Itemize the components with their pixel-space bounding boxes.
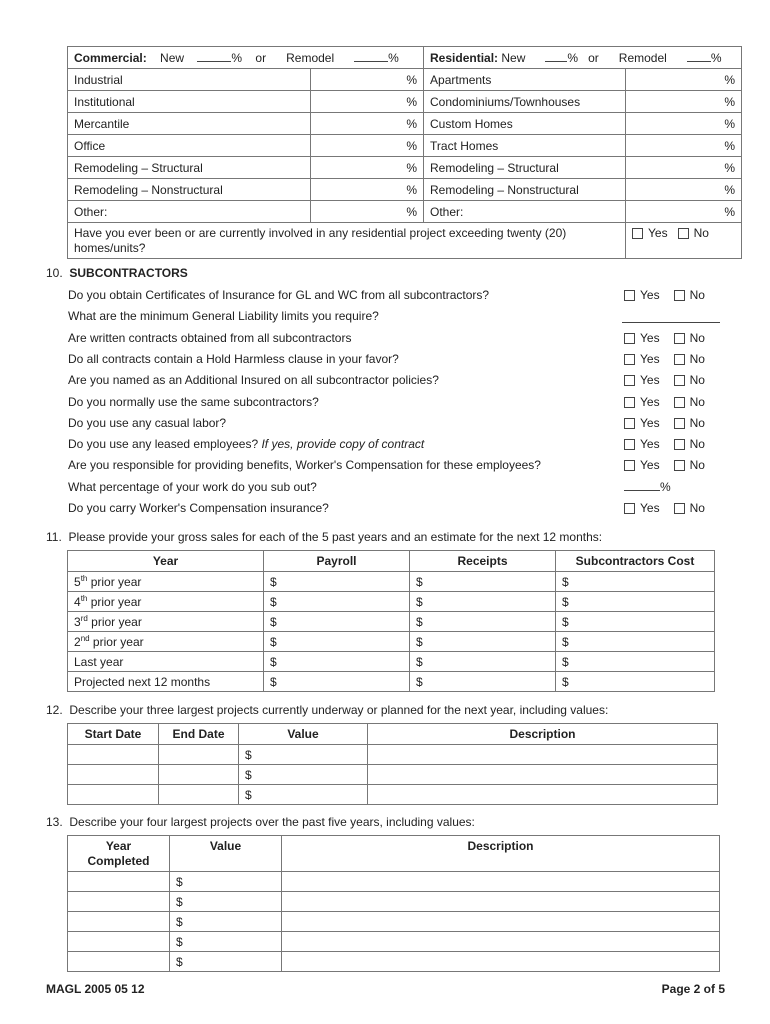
form-id: MAGL 2005 05 12 [46, 982, 145, 996]
yes-checkbox[interactable] [632, 228, 643, 239]
question-written-contracts: Are written contracts obtained from all subcontractors [68, 331, 352, 345]
question-leased-employees: Do you use any leased employees? If yes, provide copy of contract [68, 437, 425, 451]
leased-employees-yes-no: Yes No [624, 437, 705, 451]
col-header-subcontractors-cost: Subcontractors Cost [556, 551, 715, 572]
year-completed-field[interactable] [68, 892, 170, 912]
year-label: 5th prior year [68, 572, 264, 592]
no-checkbox[interactable] [674, 439, 685, 450]
description-field[interactable] [282, 952, 720, 972]
question-additional-insured: Are you named as an Additional Insured on all subcontractor policies? [68, 373, 439, 387]
col-header-start-date: Start Date [68, 724, 159, 745]
question-hold-harmless: Do all contracts contain a Hold Harmless clause in your favor? [68, 352, 399, 366]
residential-pct-field[interactable]: % [626, 157, 742, 179]
col-header-payroll: Payroll [264, 551, 410, 572]
question-certificates: Do you obtain Certificates of Insurance for GL and WC from all subcontractors? [68, 288, 490, 302]
payroll-field[interactable]: $ [264, 572, 410, 592]
gl-limits-field[interactable] [622, 322, 720, 323]
section-11-heading: 11. Please provide your gross sales for each of the 5 past years and an estimate for the next 12 months: [46, 530, 603, 544]
payroll-field[interactable]: $ [264, 632, 410, 652]
subcontractors-cost-field[interactable]: $ [556, 572, 715, 592]
residential-pct-field[interactable]: % [626, 91, 742, 113]
year-label: Last year [68, 652, 264, 672]
subcontractors-cost-field[interactable]: $ [556, 612, 715, 632]
sub-out-percentage-field[interactable]: % [624, 480, 671, 494]
payroll-field[interactable]: $ [264, 612, 410, 632]
residential-twenty-units-question: Have you ever been or are currently involved in any residential project exceeding twenty (20) homes/units? [68, 223, 626, 259]
commercial-row-label: Remodeling – Structural [68, 157, 311, 179]
payroll-field[interactable]: $ [264, 592, 410, 612]
no-checkbox[interactable] [674, 375, 685, 386]
receipts-field[interactable]: $ [410, 612, 556, 632]
commercial-pct-field[interactable]: % [311, 201, 424, 223]
question-workers-comp: Do you carry Worker's Compensation insurance? [68, 501, 329, 515]
end-date-field[interactable] [159, 785, 239, 805]
question-same-subcontractors: Do you normally use the same subcontractors? [68, 395, 319, 409]
residential-pct-field[interactable]: % [626, 179, 742, 201]
section-13-heading: 13. Describe your four largest projects over the past five years, including values: [46, 815, 475, 829]
no-checkbox[interactable] [674, 290, 685, 301]
section-12-heading: 12. Describe your three largest projects currently underway or planned for the next year, including values: [46, 703, 609, 717]
no-checkbox[interactable] [674, 333, 685, 344]
no-checkbox[interactable] [674, 418, 685, 429]
residential-row-label: Custom Homes [424, 113, 626, 135]
commercial-row-label: Mercantile [68, 113, 311, 135]
value-field[interactable]: $ [239, 785, 368, 805]
yes-checkbox[interactable] [624, 439, 635, 450]
description-field[interactable] [282, 932, 720, 952]
col-header-receipts: Receipts [410, 551, 556, 572]
description-field[interactable] [368, 785, 718, 805]
year-label: 2nd prior year [68, 632, 264, 652]
description-field[interactable] [368, 765, 718, 785]
value-field[interactable]: $ [170, 952, 282, 972]
residential-row-label: Tract Homes [424, 135, 626, 157]
residential-row-label: Other: [424, 201, 626, 223]
question-casual-labor: Do you use any casual labor? [68, 416, 227, 430]
certificates-yes-no: Yes No [624, 288, 705, 302]
commercial-row-label: Office [68, 135, 311, 157]
subcontractors-cost-field[interactable]: $ [556, 592, 715, 612]
hold-harmless-yes-no: Yes No [624, 352, 705, 366]
past-projects-table [67, 835, 720, 972]
commercial-pct-field[interactable]: % [311, 179, 424, 201]
value-field[interactable]: $ [239, 745, 368, 765]
current-projects-table [67, 723, 718, 805]
no-checkbox[interactable] [674, 397, 685, 408]
additional-insured-yes-no: Yes No [624, 373, 705, 387]
yes-checkbox[interactable] [624, 333, 635, 344]
no-checkbox[interactable] [678, 228, 689, 239]
workers-comp-yes-no: Yes No [624, 501, 705, 515]
question-benefits: Are you responsible for providing benefits, Worker's Compensation for these employees? [68, 458, 541, 472]
residential-row-label: Apartments [424, 69, 626, 91]
benefits-yes-no: Yes No [624, 458, 705, 472]
receipts-field[interactable]: $ [410, 572, 556, 592]
description-field[interactable] [368, 745, 718, 765]
commercial-pct-field[interactable]: % [311, 135, 424, 157]
value-field[interactable]: $ [170, 872, 282, 892]
start-date-field[interactable] [68, 785, 159, 805]
end-date-field[interactable] [159, 745, 239, 765]
residential-row-label: Remodeling – Nonstructural [424, 179, 626, 201]
value-field[interactable]: $ [170, 932, 282, 952]
yes-checkbox[interactable] [624, 397, 635, 408]
commercial-pct-field[interactable]: % [311, 91, 424, 113]
start-date-field[interactable] [68, 745, 159, 765]
col-header-year: Year [68, 551, 264, 572]
year-completed-field[interactable] [68, 932, 170, 952]
subcontractors-cost-field[interactable]: $ [556, 672, 715, 692]
year-label: 3rd prior year [68, 612, 264, 632]
residential-pct-field[interactable]: % [626, 113, 742, 135]
yes-checkbox[interactable] [624, 503, 635, 514]
description-field[interactable] [282, 872, 720, 892]
yes-checkbox[interactable] [624, 375, 635, 386]
yes-checkbox[interactable] [624, 418, 635, 429]
receipts-field[interactable]: $ [410, 652, 556, 672]
construction-type-table [67, 46, 742, 259]
no-checkbox[interactable] [674, 354, 685, 365]
question-sub-out-percentage: What percentage of your work do you sub out? [68, 480, 317, 494]
commercial-row-label: Other: [68, 201, 311, 223]
yes-checkbox[interactable] [624, 460, 635, 471]
commercial-row-label: Remodeling – Nonstructural [68, 179, 311, 201]
subcontractors-cost-field[interactable]: $ [556, 652, 715, 672]
residential-twenty-units-answer: Yes No [626, 223, 742, 259]
commercial-pct-field[interactable]: % [311, 113, 424, 135]
year-label: Projected next 12 months [68, 672, 264, 692]
yes-checkbox[interactable] [624, 354, 635, 365]
value-field[interactable]: $ [239, 765, 368, 785]
year-completed-field[interactable] [68, 952, 170, 972]
year-label: 4th prior year [68, 592, 264, 612]
section-10-heading: 10. SUBCONTRACTORS [46, 266, 188, 280]
col-header-end-date: End Date [159, 724, 239, 745]
no-checkbox[interactable] [674, 460, 685, 471]
col-header-description: Description [282, 836, 720, 872]
page-number: Page 2 of 5 [661, 982, 725, 996]
payroll-field[interactable]: $ [264, 652, 410, 672]
residential-pct-field[interactable]: % [626, 135, 742, 157]
commercial-row-label: Industrial [68, 69, 311, 91]
col-header-year-completed: Year Completed [68, 836, 170, 872]
written-contracts-yes-no: Yes No [624, 331, 705, 345]
receipts-field[interactable]: $ [410, 632, 556, 652]
same-subcontractors-yes-no: Yes No [624, 395, 705, 409]
value-field[interactable]: $ [170, 912, 282, 932]
residential-pct-field[interactable]: % [626, 201, 742, 223]
col-header-description: Description [368, 724, 718, 745]
subcontractors-cost-field[interactable]: $ [556, 632, 715, 652]
question-gl-limits: What are the minimum General Liability limits you require? [68, 309, 379, 323]
commercial-row-label: Institutional [68, 91, 311, 113]
no-checkbox[interactable] [674, 503, 685, 514]
commercial-pct-field[interactable]: % [311, 69, 424, 91]
description-field[interactable] [282, 892, 720, 912]
yes-checkbox[interactable] [624, 290, 635, 301]
value-field[interactable]: $ [170, 892, 282, 912]
col-header-value: Value [170, 836, 282, 872]
commercial-header: Commercial: New % or Remodel % [68, 47, 424, 69]
commercial-pct-field[interactable]: % [311, 157, 424, 179]
year-completed-field[interactable] [68, 912, 170, 932]
gross-sales-table [67, 550, 715, 692]
payroll-field[interactable]: $ [264, 672, 410, 692]
receipts-field[interactable]: $ [410, 592, 556, 612]
residential-row-label: Remodeling – Structural [424, 157, 626, 179]
start-date-field[interactable] [68, 765, 159, 785]
end-date-field[interactable] [159, 765, 239, 785]
casual-labor-yes-no: Yes No [624, 416, 705, 430]
year-completed-field[interactable] [68, 872, 170, 892]
residential-header: Residential: New % or Remodel % [424, 47, 742, 69]
residential-pct-field[interactable]: % [626, 69, 742, 91]
residential-row-label: Condominiums/Townhouses [424, 91, 626, 113]
description-field[interactable] [282, 912, 720, 932]
receipts-field[interactable]: $ [410, 672, 556, 692]
col-header-value: Value [239, 724, 368, 745]
